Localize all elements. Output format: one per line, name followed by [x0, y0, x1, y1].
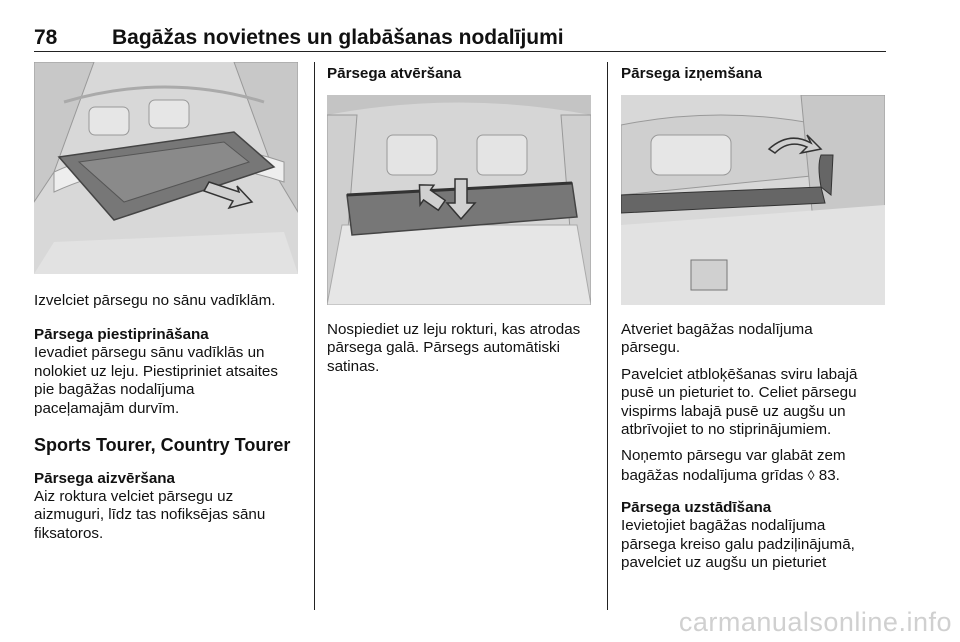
page-header — [34, 26, 886, 52]
install-line-2: pārsega kreiso galu padziļinājumā, — [621, 535, 855, 553]
install-line-3: pavelciet uz augšu un pieturiet — [621, 554, 827, 572]
illustration-cargo-cover-handle — [327, 95, 591, 305]
remove-para3-line1: Noņemto pārsegu var glabāt zem — [621, 447, 846, 465]
remove-para3-text: bagāžas nodalījuma grīdas — [621, 466, 804, 484]
open-heading: Pārsega atvēršana — [327, 65, 462, 82]
illustration-cargo-cover-pulled — [34, 62, 298, 274]
remove-para2-line1: Pavelciet atbloķēšanas sviru labajā — [621, 365, 858, 383]
reference-arrow-icon: ◊ — [807, 466, 815, 483]
column-3 — [621, 62, 887, 572]
page-reference-link[interactable]: 83. — [818, 466, 840, 484]
section-title: Sports Tourer, Country Tourer — [34, 435, 291, 456]
remove-para3-line2 — [621, 466, 887, 485]
attach-line-4: paceļamajām durvīm. — [34, 399, 180, 417]
attach-line-1: Ievadiet pārsegu sānu vadīklās un — [34, 344, 265, 362]
remove-para1-line1: Atveriet bagāžas nodalījuma — [621, 321, 813, 338]
open-line-1: Nospiediet uz leju rokturi, kas atrodas — [327, 321, 581, 338]
close-line-2: aizmuguri, līdz tas nofiksējas sānu — [34, 506, 266, 524]
close-heading: Pārsega aizvēršana — [34, 470, 176, 488]
remove-para2-line3: vispirms labajā pusē uz augšu un — [621, 402, 846, 420]
attach-heading: Pārsega piestiprināšana — [34, 326, 209, 344]
remove-heading: Pārsega izņemšana — [621, 65, 762, 82]
column-2 — [327, 62, 593, 376]
column-divider-1 — [314, 62, 315, 610]
attach-line-3: pie bagāžas nodalījuma — [34, 381, 195, 399]
install-heading: Pārsega uzstādīšana — [621, 499, 772, 517]
remove-para2-line4: atbrīvojiet to no stiprinājumiem. — [621, 421, 832, 439]
close-line-1: Aiz roktura velciet pārsegu uz — [34, 488, 234, 506]
figure-cover-removal — [34, 62, 298, 274]
install-line-1: Ievietojiet bagāžas nodalījuma — [621, 517, 826, 535]
close-line-3: fiksatoros. — [34, 524, 104, 542]
column-1 — [34, 62, 300, 543]
page-number: 78 — [34, 26, 58, 49]
open-line-3: satinas. — [327, 357, 380, 375]
figure-cover-remove — [621, 95, 885, 305]
attach-line-2: nolokiet uz leju. Piestipriniet atsaites — [34, 362, 278, 380]
column-divider-2 — [607, 62, 608, 610]
remove-para2-line2: pusē un pieturiet to. Celiet pārsegu — [621, 384, 857, 402]
remove-para1-line2: pārsegu. — [621, 339, 681, 357]
illustration-cover-lift-right — [621, 95, 885, 305]
open-line-2: pārsega galā. Pārsegs automātiski — [327, 339, 561, 357]
page-title: Bagāžas novietnes un glabāšanas nodalījumi — [112, 26, 564, 49]
figure-caption: Izvelciet pārsegu no sānu vadīklām. — [34, 292, 276, 309]
figure-cover-open — [327, 95, 591, 305]
watermark: carmanualsonline.info — [678, 607, 952, 637]
